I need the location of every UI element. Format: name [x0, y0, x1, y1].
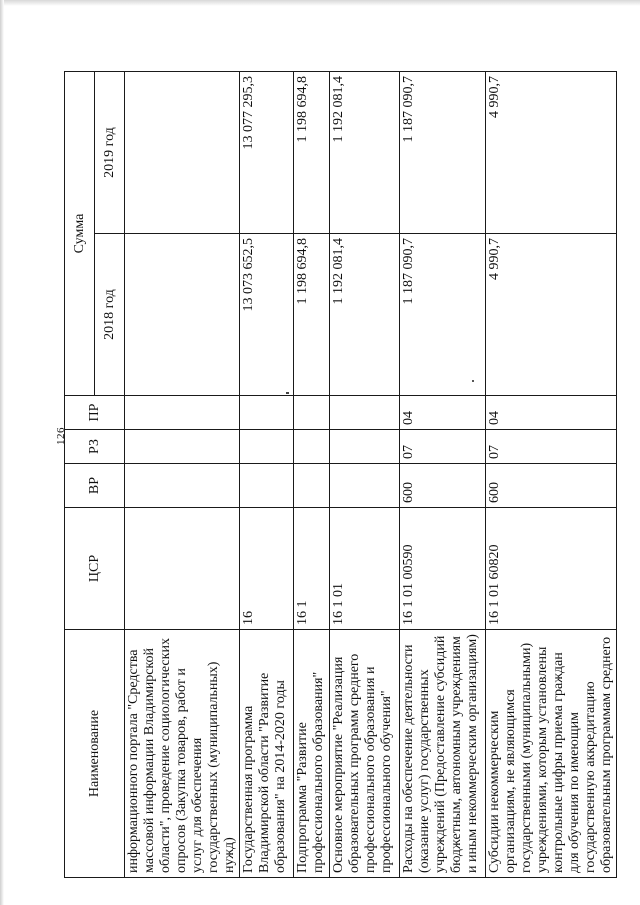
- header-rz: РЗ: [65, 430, 125, 464]
- row-vr: [330, 464, 400, 508]
- row-rz: 07: [400, 430, 486, 464]
- row-name: информационного портала "Средства массовой информации Владимирской области", проведение социологических опросов (Закупка товаров, работ и услуг для обеспечения государственных (муниципальных) нужд): [125, 630, 240, 878]
- budget-table: [64, 71, 617, 878]
- table-row: [125, 72, 240, 878]
- row-pr: 04: [400, 396, 486, 430]
- header-year-2018: 2018 год: [95, 234, 125, 396]
- row-sum-2019: 1 192 081,4: [330, 72, 400, 234]
- row-rz: [330, 430, 400, 464]
- row-pr: 04: [486, 396, 617, 430]
- header-year-2019: 2019 год: [95, 72, 125, 234]
- row-pr: [240, 396, 294, 430]
- table-row: [400, 72, 486, 878]
- row-csr: 16 1 01 60820: [486, 508, 617, 630]
- row-sum-2018: 1 187 090,7: [400, 234, 486, 396]
- row-pr: [330, 396, 400, 430]
- row-name: Субсидии некоммерческим организациям, не являющимся государственными (муниципальными) учреждениями, которым установлены контрольные цифры приема граждан для обучения по имеющим государственную аккредитацию образовательным программам среднего: [486, 630, 617, 878]
- row-vr: [125, 464, 240, 508]
- table-row: [240, 72, 294, 878]
- row-csr: 16 1 01 00590: [400, 508, 486, 630]
- row-vr: 600: [400, 464, 486, 508]
- scan-edge-top: [0, 0, 640, 6]
- row-sum-2019: 4 990,7: [486, 72, 617, 234]
- header-pr: ПР: [65, 396, 125, 430]
- row-sum-2018: 13 073 652,5: [240, 234, 294, 396]
- row-vr: [240, 464, 294, 508]
- page-number: 126: [55, 427, 67, 445]
- header-name: Наименование: [65, 630, 125, 878]
- table-row: [294, 72, 330, 878]
- row-sum-2019: [125, 72, 240, 234]
- header-sum: Сумма: [65, 72, 95, 396]
- table-row: [486, 72, 617, 878]
- row-rz: 07: [486, 430, 617, 464]
- row-rz: [240, 430, 294, 464]
- row-sum-2019: 1 198 694,8: [294, 72, 330, 234]
- row-csr: 16 1: [294, 508, 330, 630]
- row-sum-2019: 13 077 295,3: [240, 72, 294, 234]
- row-sum-2018: [125, 234, 240, 396]
- row-name: Подпрограмма "Развитие профессионального образования": [294, 630, 330, 878]
- row-csr: 16 1 01: [330, 508, 400, 630]
- row-pr: [125, 396, 240, 430]
- row-csr: 16: [240, 508, 294, 630]
- header-vr: ВР: [65, 464, 125, 508]
- table-row: [330, 72, 400, 878]
- row-pr: [294, 396, 330, 430]
- scan-edge-left: [0, 0, 4, 905]
- row-sum-2018: 1 192 081,4: [330, 234, 400, 396]
- row-rz: [294, 430, 330, 464]
- row-sum-2018: 1 198 694,8: [294, 234, 330, 396]
- row-sum-2018: 4 990,7: [486, 234, 617, 396]
- row-name: Основное мероприятие "Реализация образовательных программ среднего профессионального образования и профессионального обучения": [330, 630, 400, 878]
- rotated-table-wrapper: [64, 72, 614, 878]
- row-vr: 600: [486, 464, 617, 508]
- header-csr: ЦСР: [65, 508, 125, 630]
- row-name: Государственная программа Владимирской области "Развитие образования" на 2014-2020 годы: [240, 630, 294, 878]
- row-name: Расходы на обеспечение деятельности (оказание услуг) государственных учреждений (Предоставление субсидий бюджетным, автономным учреждениям и иным некоммерческим организациям): [400, 630, 486, 878]
- row-sum-2019: 1 187 090,7: [400, 72, 486, 234]
- row-csr: [125, 508, 240, 630]
- row-rz: [125, 430, 240, 464]
- row-vr: [294, 464, 330, 508]
